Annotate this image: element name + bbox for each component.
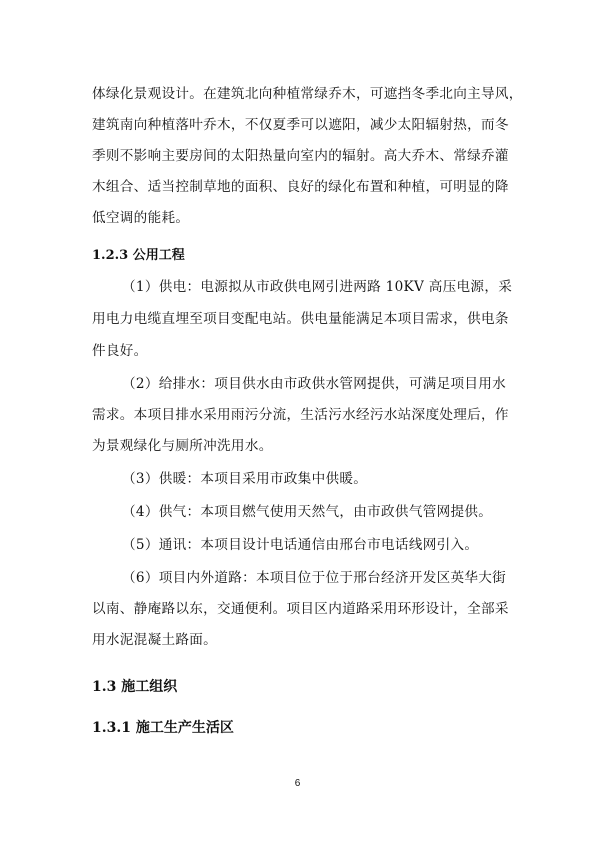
section-heading-1-3: 1.3 施工组织 [92, 679, 178, 695]
paragraph-line: 体绿化景观设计。在建筑北向种植常绿乔木，可遮挡冬季北向主导风， [92, 86, 523, 102]
paragraph-line: 需求。本项目排水采用雨污分流，生活污水经污水站深度处理后，作 [92, 407, 509, 423]
paragraph-line: 为景观绿化与厕所冲洗用水。 [92, 438, 273, 454]
paragraph-line: 用水泥混凝土路面。 [92, 632, 218, 648]
paragraph-line: 低空调的能耗。 [92, 210, 190, 226]
section-heading-1-3-1: 1.3.1 施工生产生活区 [92, 720, 234, 736]
list-item-telecom: （5）通讯：本项目设计电话通信由邢台市电话线网引入。 [122, 537, 479, 553]
page-number: 6 [294, 778, 301, 789]
paragraph-line: 件良好。 [92, 343, 148, 359]
list-item-heating: （3）供暖：本项目采用市政集中供暖。 [122, 471, 368, 487]
list-item-roads: （6）项目内外道路：本项目位于位于邢台经济开发区英华大街 [122, 570, 507, 586]
section-heading-1-2-3: 1.2.3 公用工程 [92, 248, 185, 263]
paragraph-line: 季则不影响主要房间的太阳热量向室内的辐射。高大乔木、常绿乔灌 [92, 148, 509, 164]
paragraph-line: 用电力电缆直埋至项目变配电站。供电量能满足本项目需求，供电条 [92, 311, 509, 327]
list-item-water: （2）给排水：项目供水由市政供水管网提供，可满足项目用水 [122, 376, 507, 392]
list-item-gas: （4）供气：本项目燃气使用天然气，由市政供气管网提供。 [122, 504, 493, 520]
paragraph-line: 以南、静庵路以东，交通便利。项目区内道路采用环形设计，全部采 [92, 601, 509, 617]
paragraph-line: 建筑南向种植落叶乔木，不仅夏季可以遮阳，减少太阳辐射热，而冬 [92, 117, 509, 133]
list-item-power: （1）供电：电源拟从市政供电网引进两路 10KV 高压电源，采 [122, 279, 513, 295]
paragraph-line: 木组合、适当控制草地的面积、良好的绿化布置和种植，可明显的降 [92, 179, 509, 195]
